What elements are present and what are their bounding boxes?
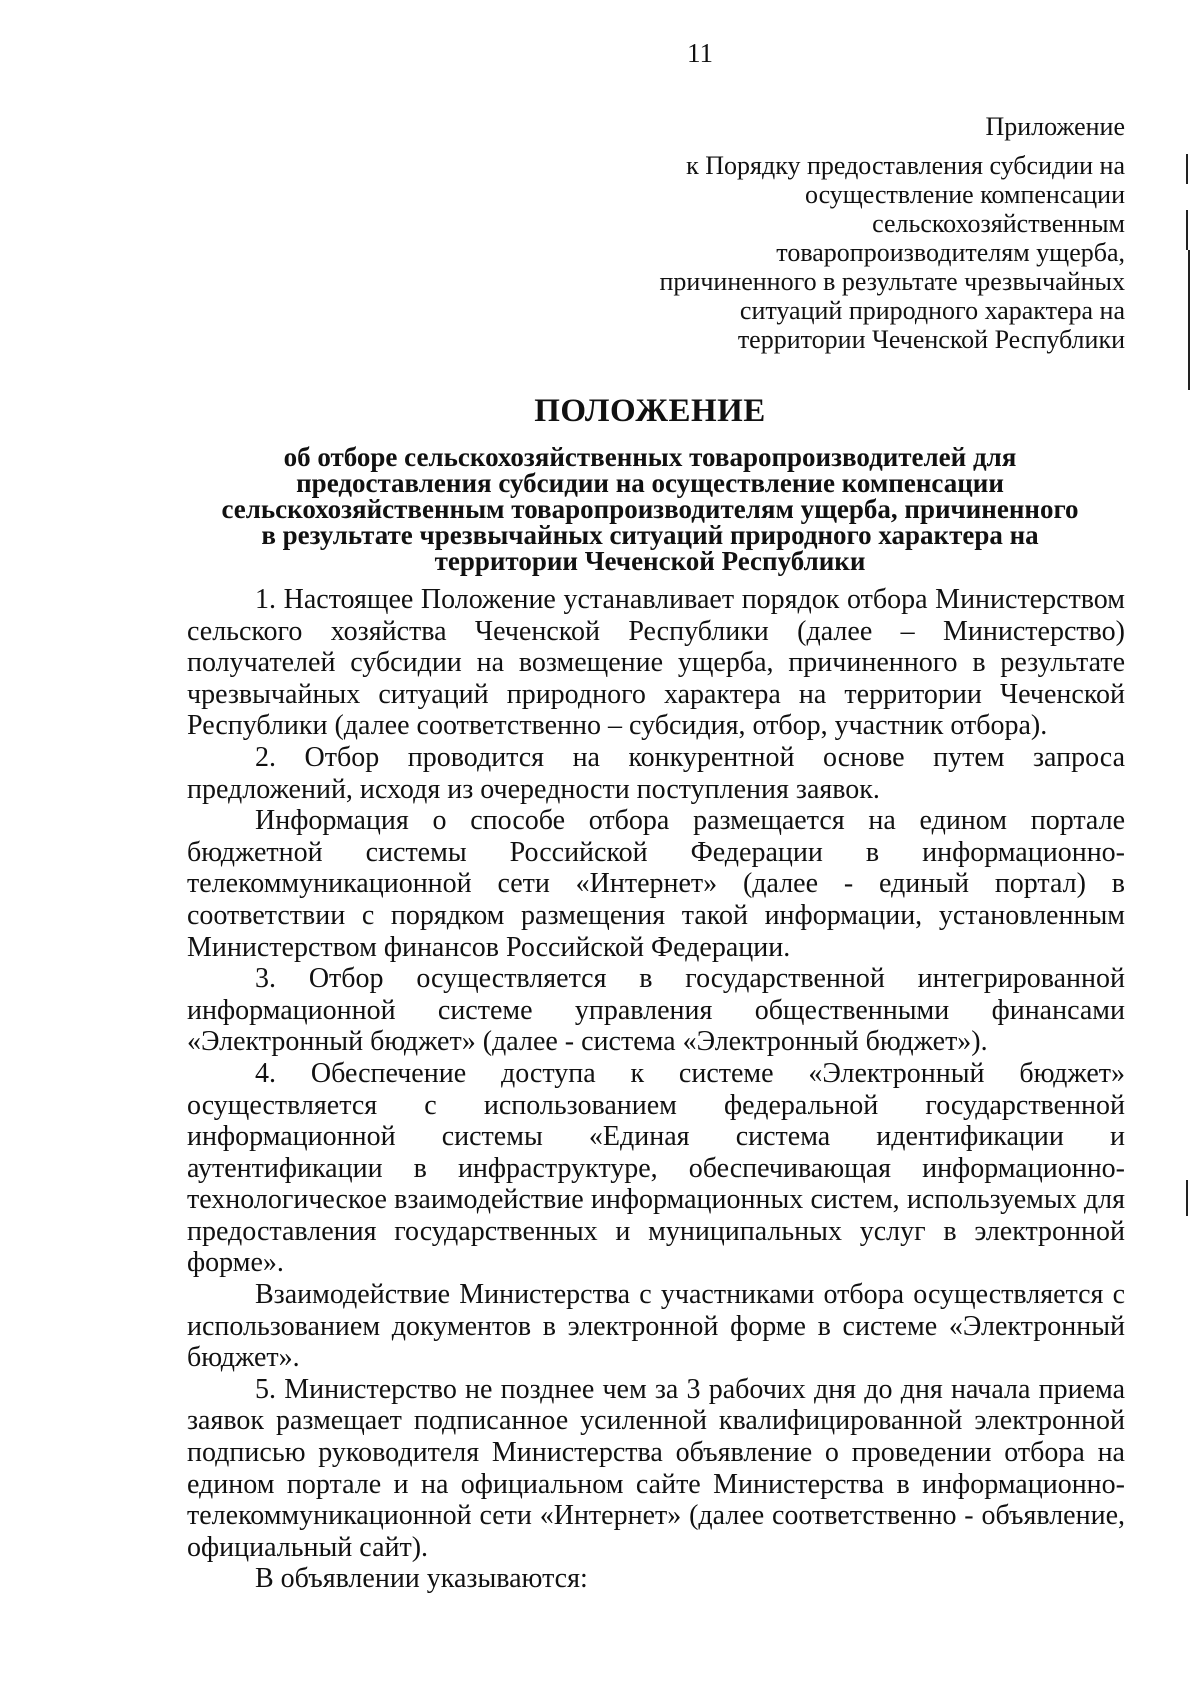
paragraph-announcement: В объявлении указываются:: [255, 1563, 588, 1595]
document-title: ПОЛОЖЕНИЕ: [534, 393, 766, 429]
appendix-title: Приложение: [985, 112, 1125, 141]
scan-margin-mark: [1186, 210, 1188, 250]
paragraph-interaction: Взаимодействие Министерства с участниками отбора осуществляется с использованием документов в электронной форме в системе «Электронный бюджет».: [187, 1279, 1125, 1374]
scan-margin-mark: [1188, 250, 1190, 390]
page-number: 11: [687, 38, 713, 68]
paragraph-1: 1. Настоящее Положение устанавливает порядок отбора Министерством сельского хозяйства Чеченской Республики (далее – Министерство) получателей субсидии на возмещение ущерба, причиненного в результате чрезвычайных ситуаций природного характера на территории Чеченской Республики (далее соответственно – субсидия, отбор, участник отбора).: [187, 584, 1125, 742]
scan-margin-mark: [1186, 154, 1188, 184]
paragraph-2: 2. Отбор проводится на конкурентной основе путем запроса предложений, исходя из очередности поступления заявок.: [187, 741, 1125, 805]
subtitle-line: об отборе сельскохозяйственных товаропроизводителей для: [283, 442, 1017, 472]
paragraph-5: 5. Министерство не позднее чем за 3 рабочих дня до дня начала приема заявок размещает подписанное усиленной квалифицированной электронной подписью руководителя Министерства объявление о проведении отбора на едином портале и на официальном сайте Министерства в информационно-телекоммуникационной сети «Интернет» (далее соответственно - объявление, официальный сайт).: [187, 1373, 1125, 1563]
appendix-line: товаропроизводителям ущерба,: [776, 238, 1125, 267]
paragraph-3: 3. Отбор осуществляется в государственной интегрированной информационной системе управления общественными финансами «Электронный бюджет» (далее - система «Электронный бюджет»).: [187, 963, 1125, 1058]
paragraph-info: Информация о способе отбора размещается на едином портале бюджетной системы Российской Федерации в информационно-телекоммуникационной сети «Интернет» (далее - единый портал) в соответствии с порядком размещения такой информации, установленным Министерством финансов Российской Федерации.: [187, 805, 1125, 963]
subtitle-line: сельскохозяйственным товаропроизводителям ущерба, причиненного: [221, 494, 1079, 524]
appendix-line: осуществление компенсации: [804, 180, 1125, 209]
subtitle-line: предоставления субсидии на осуществление компенсации: [296, 468, 1004, 498]
subtitle-line: в результате чрезвычайных ситуаций природного характера на: [261, 520, 1039, 550]
document-heading: [150, 392, 1150, 574]
appendix-block: [565, 112, 1125, 354]
appendix-line: к Порядку предоставления субсидии на: [686, 151, 1125, 180]
subtitle-line: территории Чеченской Республики: [434, 546, 866, 576]
appendix-line: территории Чеченской Республики: [737, 325, 1125, 354]
document-subtitle: [150, 444, 1150, 574]
appendix-line: причиненного в результате чрезвычайных: [659, 267, 1125, 296]
paragraph-4: 4. Обеспечение доступа к системе «Электронный бюджет» осуществляется с использованием федеральной государственной информационной системы «Единая система идентификации и аутентификации в инфраструктуре, обеспечивающая информационно-технологическое взаимодействие информационных систем, используемых для предоставления государственных и муниципальных услуг в электронной форме».: [187, 1057, 1125, 1279]
scan-margin-mark: [1186, 1180, 1188, 1216]
appendix-line: ситуаций природного характера на: [739, 296, 1125, 325]
document-body: [187, 584, 1125, 1595]
appendix-line: сельскохозяйственным: [872, 209, 1125, 238]
